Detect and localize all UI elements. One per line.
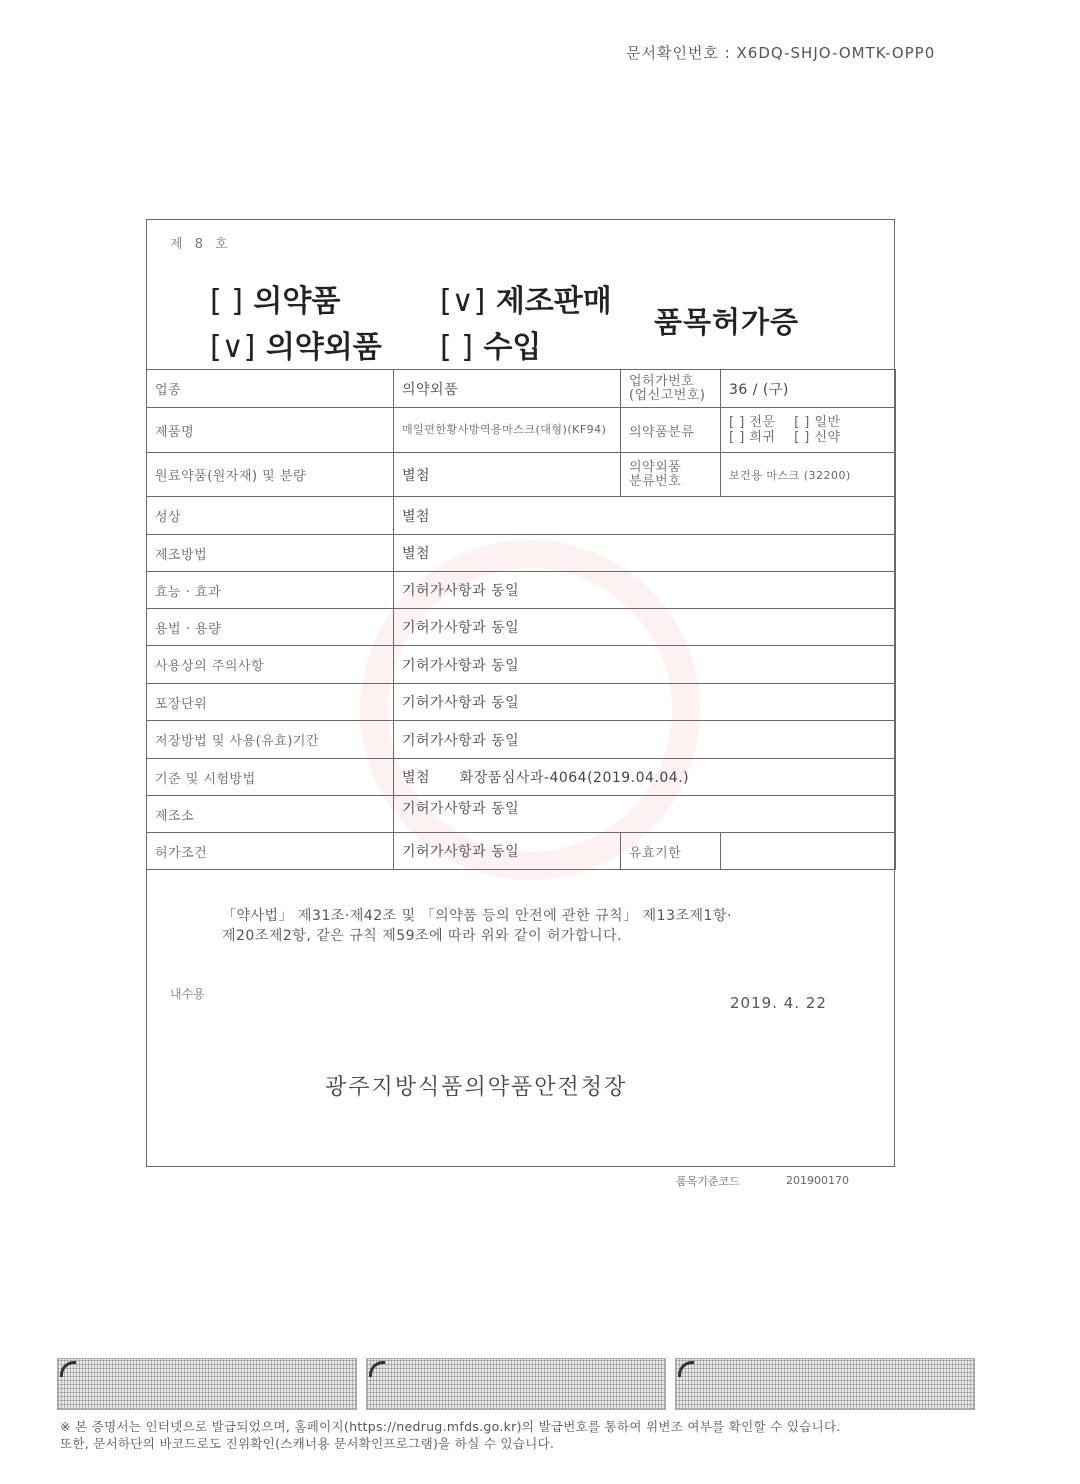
import-label: 수입 [483, 330, 542, 365]
pharma-label: 의약품 [253, 284, 341, 319]
table-row [147, 609, 896, 646]
dosage-value: 기허가사항과 동일 [394, 609, 896, 646]
quasi-drug-label: 의약외품 [265, 330, 382, 365]
barcode-corner-icon [60, 1361, 76, 1377]
factory-label: 제조소 [147, 796, 394, 833]
properties-value: 별첨 [394, 497, 896, 535]
drug-class-options [721, 408, 896, 453]
quasi-class-value: 보건용 마스크 (32200) [721, 453, 896, 497]
verification-notice-line2: 또한, 문서하단의 바코드로도 진위확인(스캐너용 문서확인프로그램)을 하실 수 있습니다. [60, 1436, 555, 1451]
quasi-drug-checkbox: [∨] [210, 330, 256, 365]
efficacy-value: 기허가사항과 동일 [394, 572, 896, 609]
efficacy-label: 효능 · 효과 [147, 572, 394, 609]
packaging-label: 포장단위 [147, 684, 394, 721]
dosage-label: 용법 · 용량 [147, 609, 394, 646]
pharma-checkbox: [ ] [210, 284, 243, 319]
certificate-title: 품목허가증 [654, 305, 800, 339]
ingredients-value: 별첨 [394, 453, 621, 497]
business-type-label: 업종 [147, 370, 394, 408]
table-row [147, 497, 896, 535]
table-row [147, 408, 896, 453]
category-manufacture [440, 276, 612, 320]
license-number-label-line1: 업허가번호 [629, 373, 695, 389]
table-row [147, 453, 896, 497]
drug-class-option-prescription: [ ] 전문 [729, 415, 776, 430]
conditions-label: 허가조건 [147, 833, 394, 870]
issuer-name: 광주지방식품의약품안전청장 [325, 1075, 628, 1100]
table-row [147, 684, 896, 721]
table-row [147, 646, 896, 684]
table-row [147, 796, 896, 833]
table-row [147, 535, 896, 572]
domestic-use-label: 내수용 [170, 987, 205, 1001]
properties-label: 성상 [147, 497, 394, 535]
category-pharma [210, 276, 340, 320]
document-number: 문서확인번호 : X6DQ-SHJO-OMTK-OPP0 [626, 44, 936, 62]
verification-barcode [366, 1358, 666, 1410]
category-import [440, 322, 541, 366]
verification-barcode [675, 1358, 975, 1410]
packaging-value: 기허가사항과 동일 [394, 684, 896, 721]
table-row [147, 759, 896, 796]
license-number-label-line2: (업신고번호) [629, 387, 706, 403]
quasi-class-label [621, 453, 721, 497]
precautions-label: 사용상의 주의사항 [147, 646, 394, 684]
legal-statement [222, 906, 842, 946]
standards-value: 별첨 화장품심사과-4064(2019.04.04.) [394, 759, 896, 796]
drug-class-label: 의약품분류 [621, 408, 721, 453]
manufacture-label: 제조판매 [495, 284, 612, 319]
ingredients-label: 원료약품(원자재) 및 분량 [147, 453, 394, 497]
barcode-corner-icon [369, 1361, 385, 1377]
form-number: 제 8 호 [170, 237, 232, 252]
quasi-class-label-line1: 의약외품 [629, 459, 682, 475]
business-type-value: 의약외품 [394, 370, 621, 408]
drug-class-option-rare: [ ] 희귀 [729, 430, 776, 445]
standards-label: 기준 및 시험방법 [147, 759, 394, 796]
legal-statement-line1: 「약사법」 제31조·제42조 및 「의약품 등의 안전에 관한 규칙」 제13조제1항· [222, 908, 732, 924]
verification-notice [60, 1418, 1000, 1452]
expiry-value [721, 833, 896, 870]
item-code-value: 201900170 [786, 1174, 849, 1187]
license-number-value: 36 / (구) [721, 370, 896, 408]
item-code-label: 품목기준코드 [676, 1175, 740, 1188]
expiry-label: 유효기한 [621, 833, 721, 870]
product-name-value: 매일편한황사방역용마스크(대형)(KF94) [394, 408, 621, 453]
drug-class-option-general: [ ] 일반 [794, 415, 841, 430]
quasi-class-label-line2: 분류번호 [629, 473, 682, 489]
license-details-table [146, 369, 896, 870]
table-row [147, 721, 896, 759]
barcode-corner-icon [678, 1361, 694, 1377]
license-number-label [621, 370, 721, 408]
verification-barcode [57, 1358, 357, 1410]
conditions-value: 기허가사항과 동일 [394, 833, 621, 870]
precautions-value: 기허가사항과 동일 [394, 646, 896, 684]
product-name-label: 제품명 [147, 408, 394, 453]
factory-value: 기허가사항과 동일 [394, 796, 896, 833]
category-quasi-drug [210, 322, 382, 366]
table-row [147, 833, 896, 870]
table-row [147, 370, 896, 408]
drug-class-option-new: [ ] 신약 [794, 430, 841, 445]
method-label: 제조방법 [147, 535, 394, 572]
table-row [147, 572, 896, 609]
import-checkbox: [ ] [440, 330, 473, 365]
storage-label: 저장방법 및 사용(유효)기간 [147, 721, 394, 759]
method-value: 별첨 [394, 535, 896, 572]
issue-date: 2019. 4. 22 [730, 994, 827, 1012]
legal-statement-line2: 제20조제2항, 같은 규칙 제59조에 따라 위와 같이 허가합니다. [222, 928, 623, 944]
manufacture-checkbox: [∨] [440, 284, 486, 319]
verification-notice-line1: ※ 본 증명서는 인터넷으로 발급되었으며, 홈페이지(https://nedrug.mfds.go.kr)의 발급번호를 통하여 위변조 여부를 확인할 수 있습니다. [60, 1419, 841, 1434]
storage-value: 기허가사항과 동일 [394, 721, 896, 759]
